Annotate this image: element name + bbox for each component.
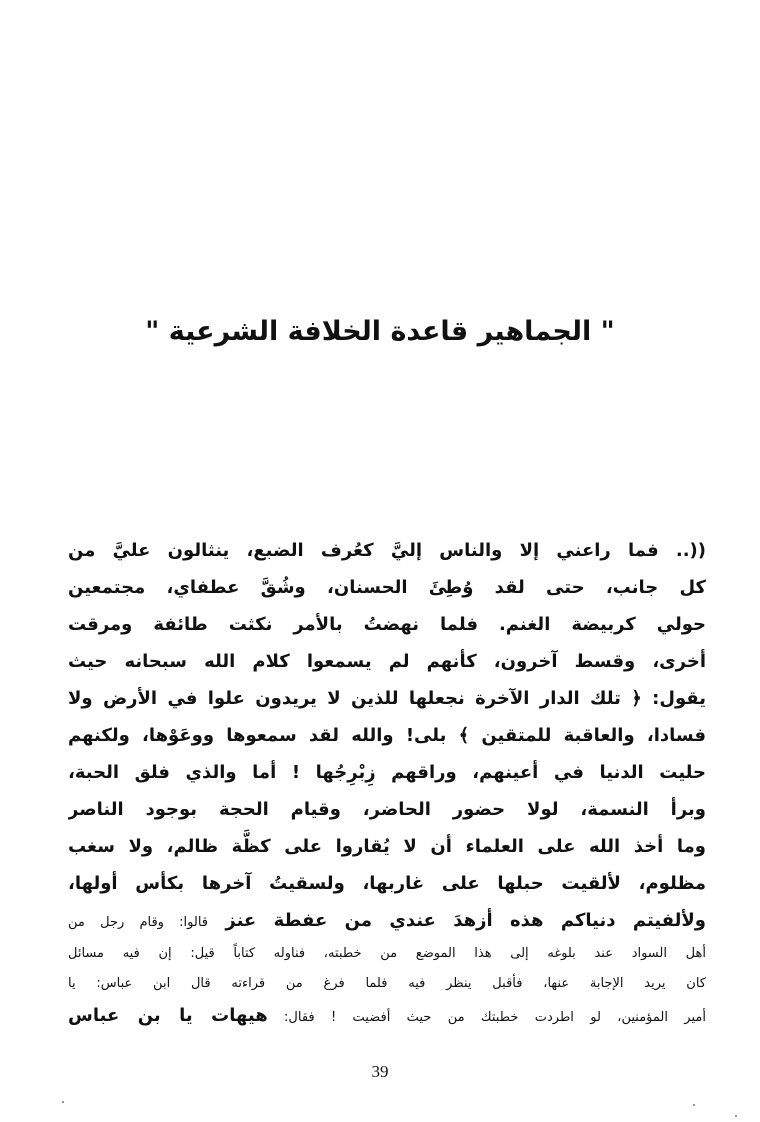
text-line: ((.. فما راعني إلا والناس إليَّ كعُرف الضبع، ينثالون عليَّ من <box>68 540 706 561</box>
quote-end-text: ولألفيتم دنياكم هذه أزهدَ عندي من عفطة عنز <box>225 910 706 931</box>
text-line: حولي كربيضة الغنم. فلما نهضتُ بالأمر نكثت طائفة ومرقت <box>68 614 706 635</box>
narration-text: أمير المؤمنين، لو اطردت خطبتك من حيث أفضيت ! فقال: <box>284 1010 706 1025</box>
scan-speck <box>693 1104 695 1106</box>
text-line: يقول: ﴿ تلك الدار الآخرة نجعلها للذين لا يريدون علوا في الأرض ولا <box>68 688 706 709</box>
text-line: حليت الدنيا في أعينهم، وراقهم زِبْرِجُها ! أما والذي فلق الحبة، <box>68 762 706 783</box>
body-text <box>68 532 706 1033</box>
narration-line: أهل السواد عند بلوغه إلى هذا الموضع من خطبته، فناوله كتاباً قيل: إن فيه مسائل <box>68 946 706 961</box>
text-line-mixed <box>68 902 706 939</box>
page-number: 39 <box>371 1062 389 1081</box>
scan-speck <box>62 1101 64 1103</box>
text-line: وما أخذ الله على العلماء أن لا يُقاروا على كظَّة ظالم، ولا سغب <box>68 836 706 857</box>
text-line: كل جانب، حتى لقد وُطِئَ الحسنان، وشُقَّ عطفاي، مجتمعين <box>68 577 706 598</box>
narration-text: قالوا: وقام رجل من <box>68 915 209 930</box>
text-line: فسادا، والعاقبة للمتقين ﴾ بلى! والله لقد سمعوها ووعَوْها، ولكنهم <box>68 725 706 746</box>
text-line: مظلوم، لألقيت حبلها على غاربها، ولسقيتُ آخرها بكأس أولها، <box>68 873 706 894</box>
reply-text: هيهات يا بن عباس <box>68 1005 268 1026</box>
chapter-title: " الجماهير قاعدة الخلافة الشرعية " <box>145 316 615 347</box>
text-line: وبرأ النسمة، لولا حضور الحاضر، وقيام الحجة بوجود الناصر <box>68 799 706 820</box>
narration-line: كان يريد الإجابة عنها، فأقبل ينظر فيه فلما فرغ من قراءته قال ابن عباس: يا <box>68 976 706 991</box>
scan-speck <box>735 1115 737 1117</box>
text-line: أخرى، وقسط آخرون، كأنهم لم يسمعوا كلام الله سبحانه حيث <box>68 651 706 672</box>
narration-line-mixed <box>68 999 706 1033</box>
